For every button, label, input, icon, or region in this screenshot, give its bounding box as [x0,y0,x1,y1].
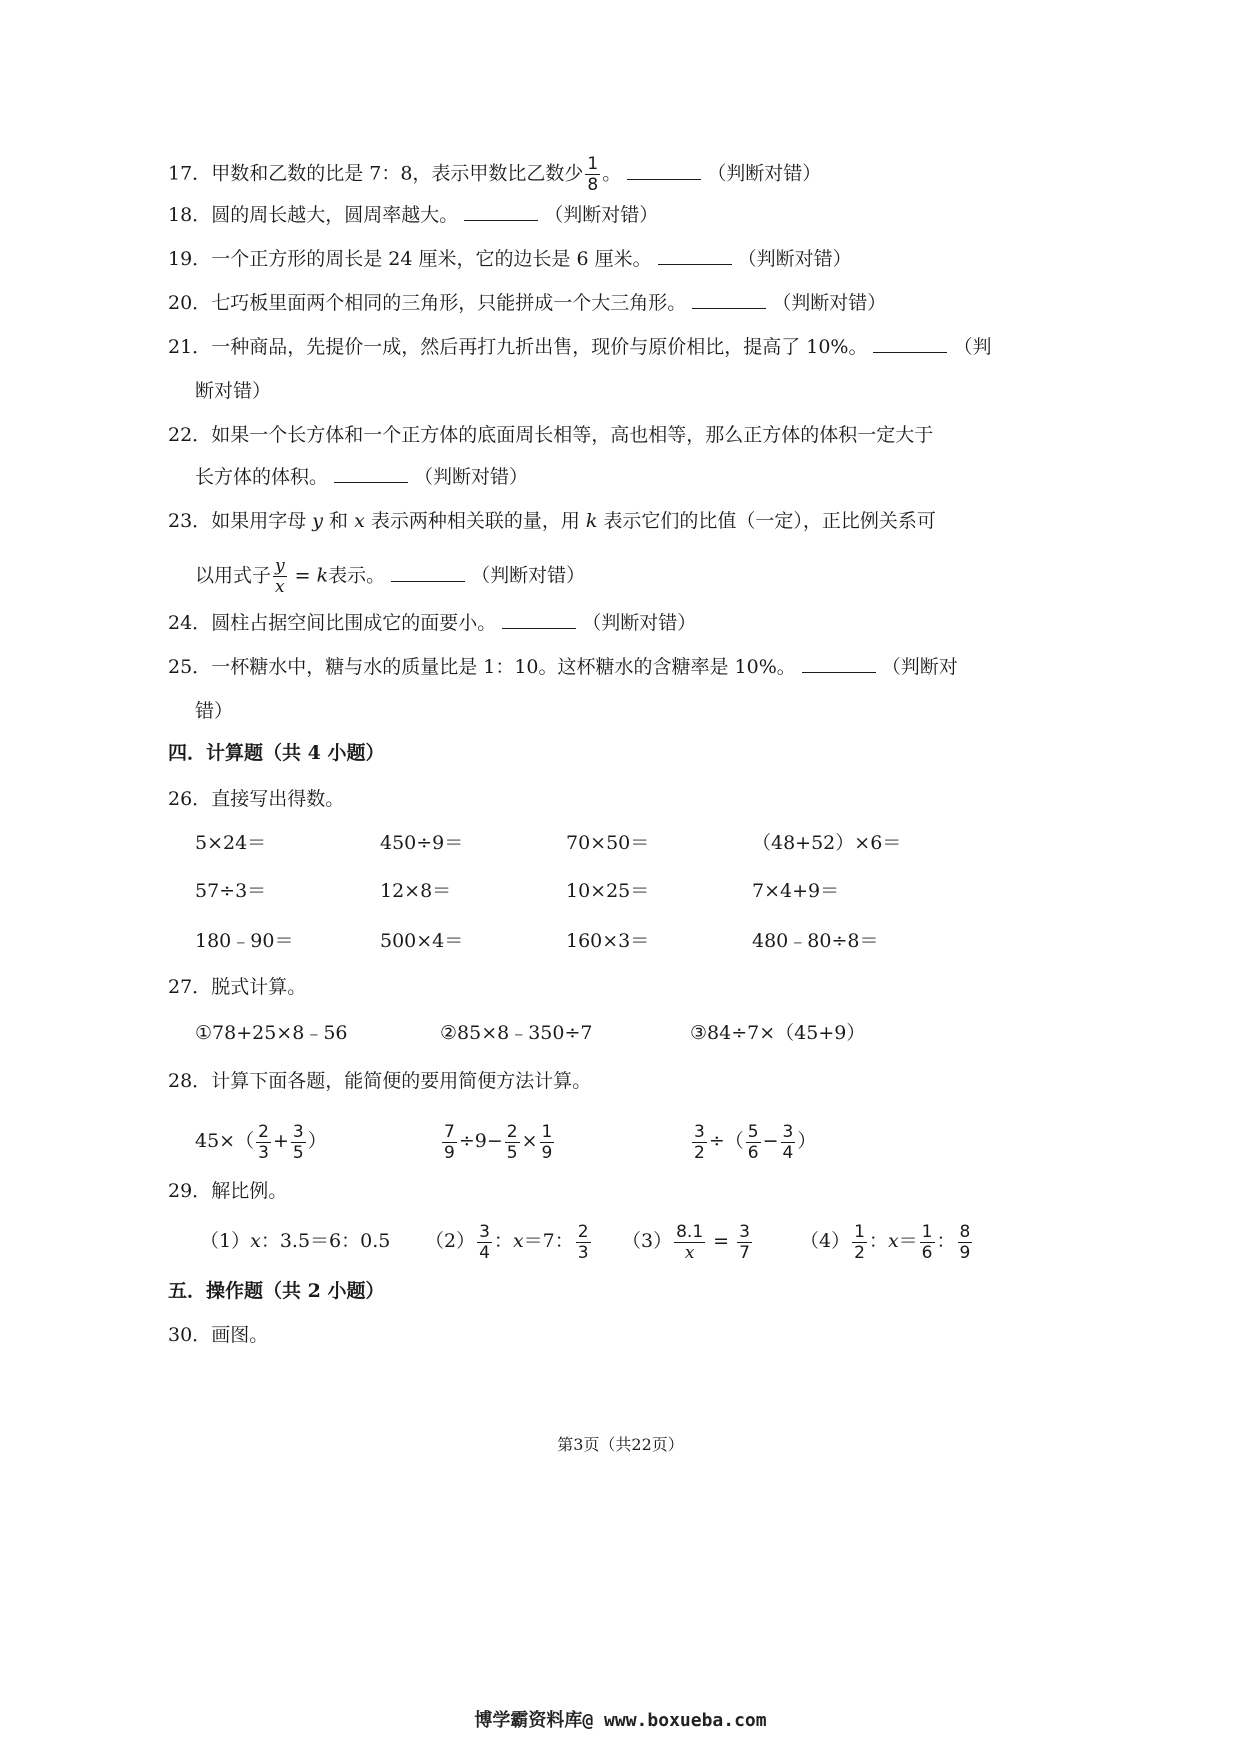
question-27 [168,974,306,1000]
question-text: 解比例。 [211,1180,288,1202]
question-number: 26． [168,788,212,810]
arithmetic-item: 160×3＝ [566,930,650,952]
arithmetic-item: 5×24＝ [195,832,267,854]
question-number: 28． [168,1070,212,1092]
judge-tag: （判断对错） [414,466,529,488]
answer-blank[interactable] [334,464,408,483]
question-text: 甲数和乙数的比是 7：8，表示甲数比乙数少 [211,162,584,185]
judge-tag: （判断对错） [737,248,852,270]
proportion-3: （3） $\frac{8.1}{x}$ = $\frac{3}{7}$ [622,1221,750,1263]
judge-tag: （判断对错） [772,292,887,314]
section-heading: 五．操作题（共 2 小题） [168,1280,385,1302]
question-20 [168,290,886,316]
proportion-2: （2） $\frac{3}{4}$ ：x＝7： $\frac{2}{3}$ [425,1221,589,1263]
proportion-1: （1）x：3.5＝6：0.5 [200,1230,391,1252]
calc-item: ①78+25×8﹣56 [195,1022,348,1044]
question-26 [168,786,344,812]
question-22-cont: 长方体的体积。 （判断对错） [195,466,529,488]
question-28 [168,1068,591,1094]
question-number: 23． [168,510,212,532]
section-heading: 四．计算题（共 4 小题） [168,742,385,764]
judge-tag: （判断对错） [471,564,586,587]
calc-item: ③84÷7×（45+9） [690,1022,866,1044]
arithmetic-item: 12×8＝ [380,880,452,902]
expression-2: $\frac{7}{9}$ ÷9− $\frac{2}{5}$ × $\frac{1}{9}$ [444,1121,553,1163]
arithmetic-item: 180﹣90＝ [195,930,294,952]
question-number: 17． [168,162,212,185]
question-number: 30． [168,1324,212,1346]
question-text: 圆的周长越大，圆周率越大。 [211,204,459,226]
expression-1: 45×（ $\frac{2}{3}$ + $\frac{3}{5}$ ） [195,1121,327,1163]
judge-tag: （判断对 [881,656,958,678]
question-18 [168,202,658,228]
question-17: 17．甲数和乙数的比是 7：8，表示甲数比乙数少 $\frac{1}{8}$ 。 （判断对错） [168,154,822,195]
question-text: 一杯糖水中，糖与水的质量比是 1：10。这杯糖水的含糖率是 10%。 [211,656,796,678]
question-number: 24． [168,612,212,634]
question-21-cont: 断对错） [195,380,272,402]
question-text: 七巧板里面两个相同的三角形，只能拼成一个大三角形。 [211,292,687,314]
answer-blank[interactable] [692,290,766,309]
question-number: 22． [168,424,212,446]
question-24 [168,610,696,636]
question-number: 25． [168,656,212,678]
answer-blank[interactable] [502,610,576,629]
question-text: 脱式计算。 [211,976,307,998]
question-25-cont: 错） [195,700,234,722]
question-text: 一个正方形的周长是 24 厘米，它的边长是 6 厘米。 [211,248,652,270]
arithmetic-item: 70×50＝ [566,832,650,854]
judge-tag: （判断对错） [582,612,697,634]
answer-blank[interactable] [391,563,465,582]
question-29 [168,1178,287,1204]
question-19 [168,246,852,272]
answer-blank[interactable] [802,654,876,673]
question-22 [168,422,933,448]
answer-blank[interactable] [873,334,947,353]
answer-blank[interactable] [464,202,538,221]
question-number: 18． [168,204,212,226]
arithmetic-item: 480﹣80÷8＝ [752,930,879,952]
question-25 [168,654,958,680]
question-23: 23．如果用字母 y 和 x 表示两种相关联的量，用 k 表示它们的比值（一定），正比例关系可 [168,510,936,532]
question-30 [168,1322,268,1348]
question-number: 19． [168,248,212,270]
arithmetic-item: 57÷3＝ [195,880,267,902]
question-text: 一种商品，先提价一成，然后再打九折出售，现价与原价相比，提高了 10%。 [211,336,868,358]
expression-3: $\frac{3}{2}$ ÷（ $\frac{5}{6}$ − $\frac{3}{4}$ ） [694,1121,817,1163]
answer-blank[interactable] [658,246,732,265]
arithmetic-item: 500×4＝ [380,930,464,952]
question-number: 27． [168,976,212,998]
arithmetic-item: 450÷9＝ [380,832,464,854]
answer-blank[interactable] [627,161,701,180]
question-text: 圆柱占据空间比围成它的面要小。 [211,612,497,634]
arithmetic-item: 10×25＝ [566,880,650,902]
fraction: $\frac{1}{8}$ [587,154,599,195]
question-23-cont: 以用式子 $\frac{y}{x}$ = k表示。 （判断对错） [195,556,586,597]
question-21 [168,334,991,360]
fraction: $\frac{y}{x}$ [275,556,285,597]
question-text: 直接写出得数。 [211,788,345,810]
question-number: 21． [168,336,212,358]
question-number: 29． [168,1180,212,1202]
watermark: 博学霸资料库@ www.boxueba.com [474,1710,767,1731]
question-text: 如果一个长方体和一个正方体的底面周长相等，高也相等，那么正方体的体积一定大于 [211,424,934,446]
calc-item: ②85×8﹣350÷7 [440,1022,593,1044]
question-text: 画图。 [211,1324,269,1346]
judge-tag: （判断对错） [544,204,659,226]
judge-tag: （判 [953,336,992,358]
page-footer: 第3页（共22页） [557,1435,684,1454]
arithmetic-item: 7×4+9＝ [752,880,840,902]
judge-tag: （判断对错） [707,162,822,185]
proportion-4: （4） $\frac{1}{2}$ ：x＝ $\frac{1}{6}$ ： $\frac{8}{9}$ [800,1221,971,1263]
question-number: 20． [168,292,212,314]
arithmetic-item: （48+52）×6＝ [752,832,902,854]
question-text: 计算下面各题，能简便的要用简便方法计算。 [211,1070,592,1092]
